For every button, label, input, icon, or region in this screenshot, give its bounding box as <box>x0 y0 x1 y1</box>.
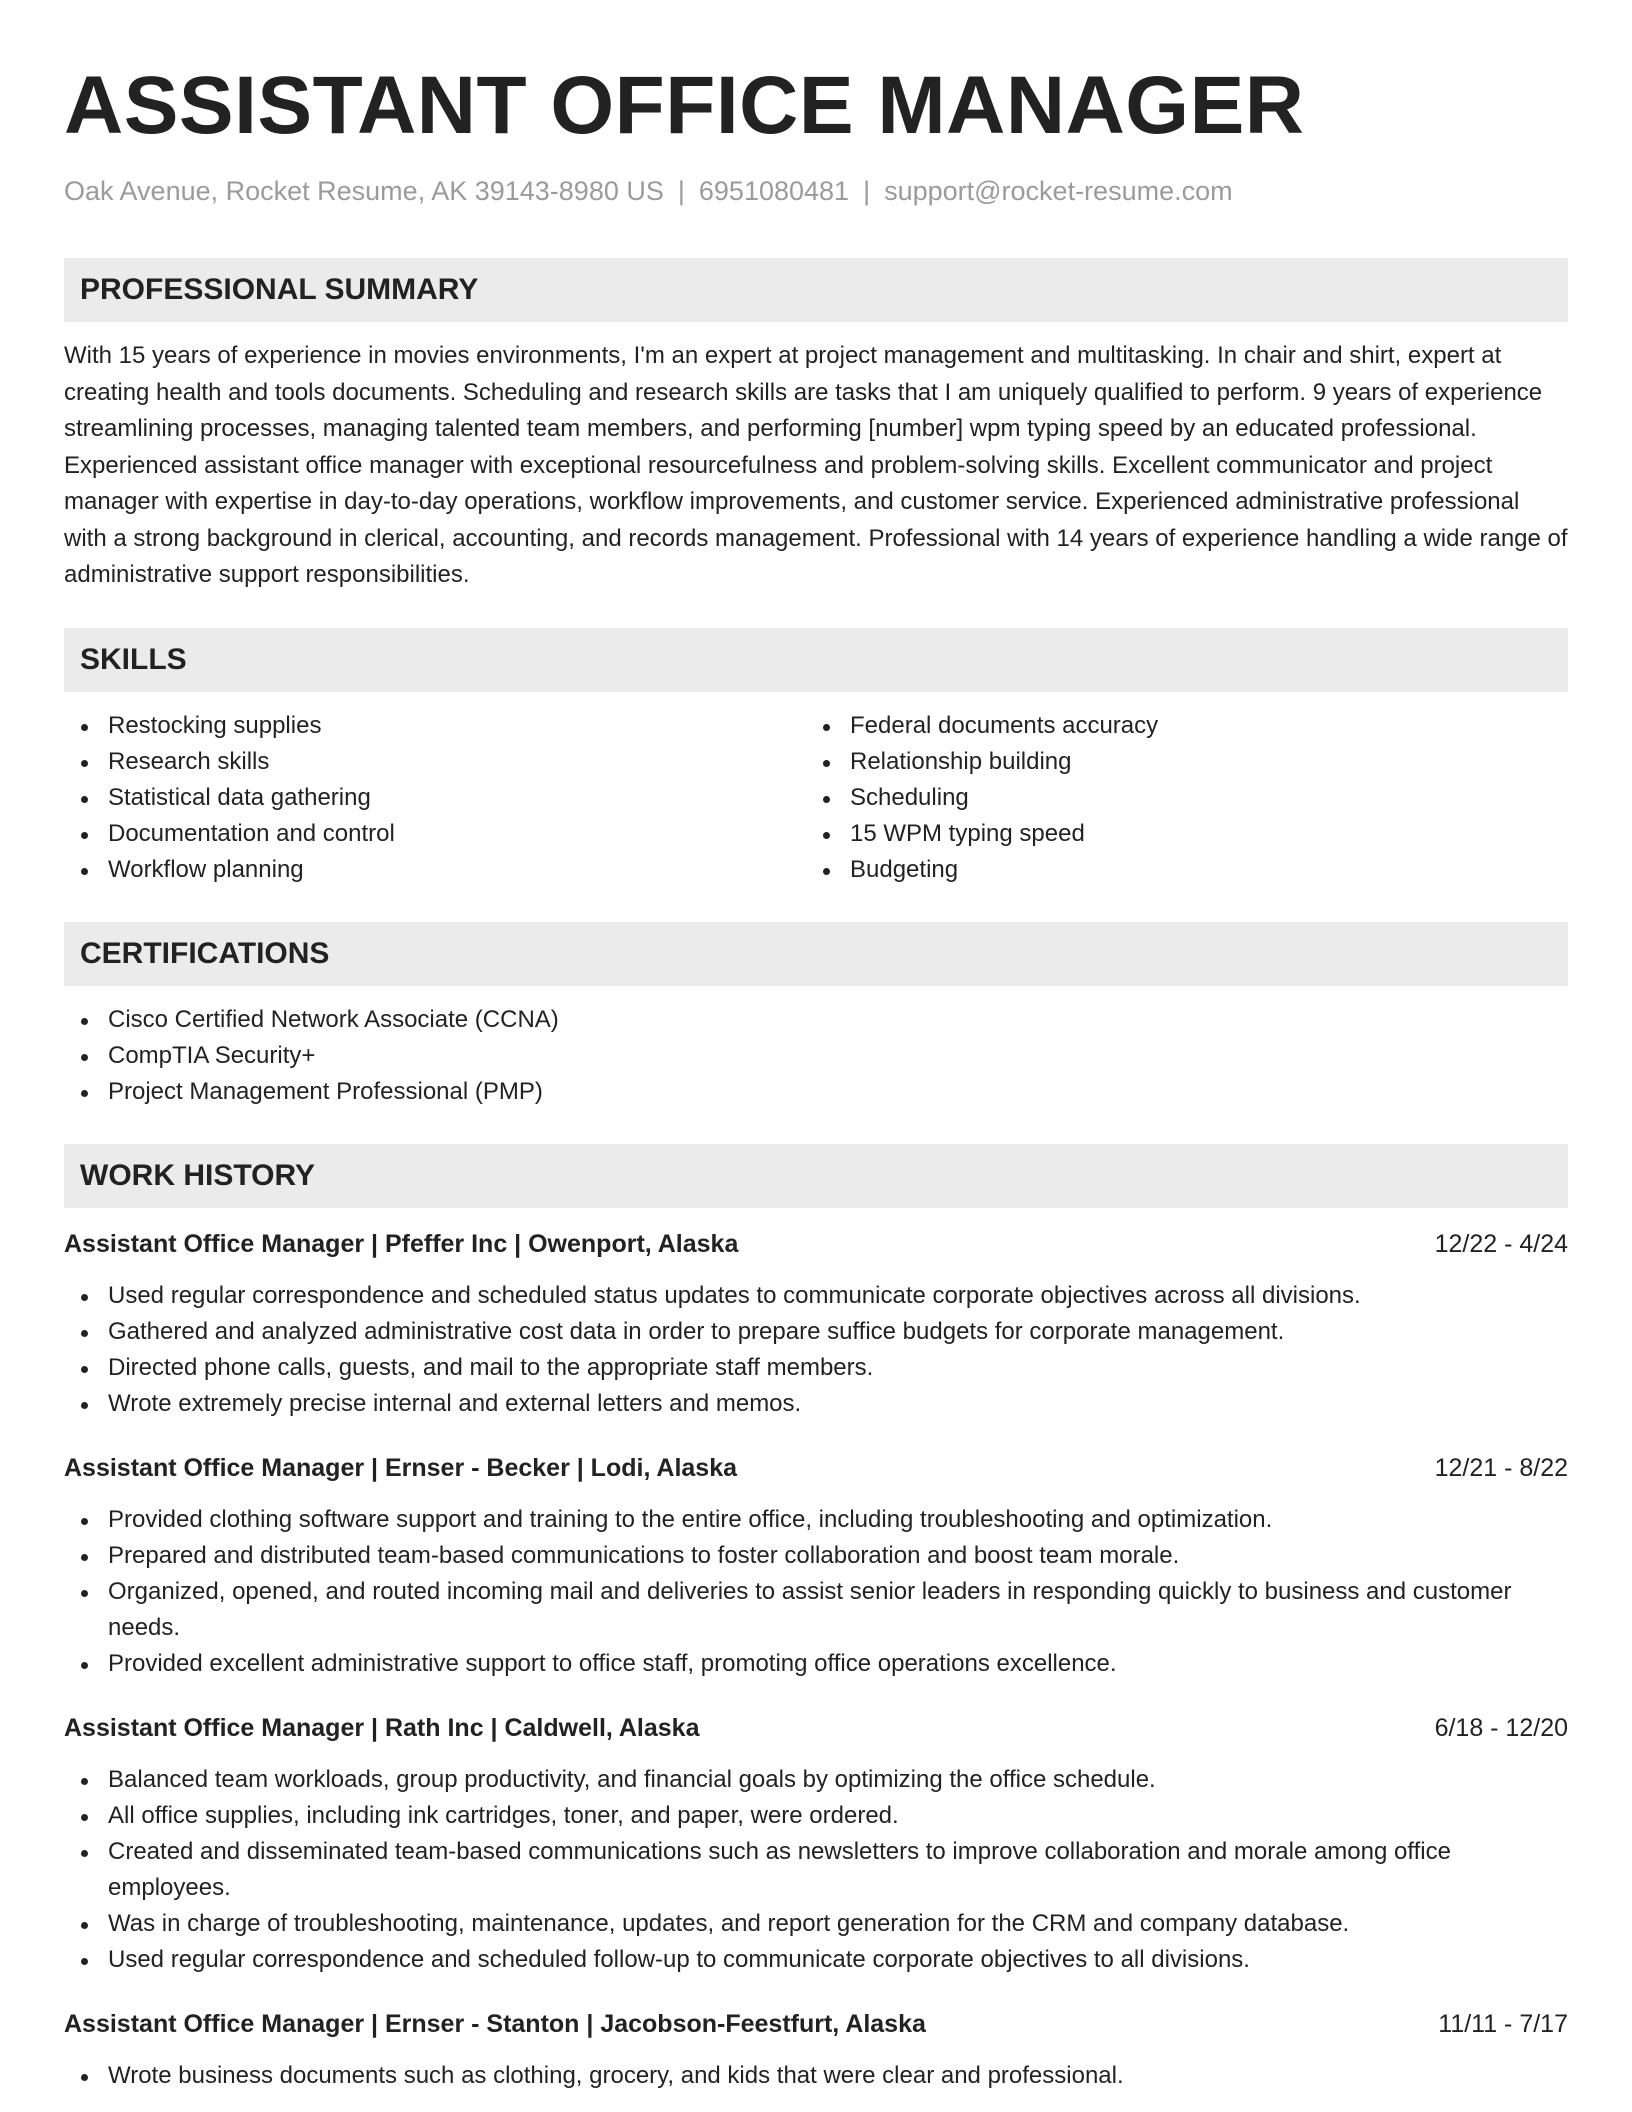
job-bullet: Gathered and analyzed administrative cost data in order to prepare suffice budgets for corporate management. <box>64 1314 1568 1350</box>
job-bullets <box>64 1278 1568 1422</box>
job-title-line: Assistant Office Manager | Rath Inc | Caldwell, Alaska <box>64 1713 700 1742</box>
job-entry <box>64 2006 1568 2094</box>
section-header-skills: SKILLS <box>64 628 1568 692</box>
section-header-certifications: CERTIFICATIONS <box>64 922 1568 986</box>
skill-item: Federal documents accuracy <box>806 708 1548 744</box>
skill-item: Documentation and control <box>64 816 806 852</box>
job-entry <box>64 1226 1568 1422</box>
job-bullet: Organized, opened, and routed incoming mail and deliveries to assist senior leaders in responding quickly to business and customer needs. <box>64 1574 1568 1646</box>
skill-item: Workflow planning <box>64 852 806 888</box>
certification-item: Project Management Professional (PMP) <box>64 1074 1568 1110</box>
job-bullets <box>64 1762 1568 1978</box>
certification-item: Cisco Certified Network Associate (CCNA) <box>64 1002 1568 1038</box>
resume-page <box>64 0 1568 2094</box>
job-header <box>64 1450 1568 1486</box>
job-bullet: Wrote business documents such as clothing, grocery, and kids that were clear and professional. <box>64 2058 1568 2094</box>
job-bullet: Used regular correspondence and scheduled follow-up to communicate corporate objectives to all divisions. <box>64 1942 1568 1978</box>
job-bullet: Used regular correspondence and scheduled status updates to communicate corporate objectives across all divisions. <box>64 1278 1568 1314</box>
summary-text: With 15 years of experience in movies environments, I'm an expert at project management and multitasking. In chair and shirt, expert at creating health and tools documents. Scheduling and research skills are tasks that I am uniquely qualified to perform. 9 years of experience streamlining processes, managing talented team members, and performing [number] wpm typing speed by an educated professional. Experienced assistant office manager with exceptional resourcefulness and problem-solving skills. Excellent communicator and project manager with expertise in day-to-day operations, workflow improvements, and customer service. Experienced administrative professional with a strong background in clerical, accounting, and records management. Professional with 14 years of experience handling a wide range of administrative support responsibilities. <box>64 342 1568 588</box>
contact-line <box>64 174 1568 208</box>
resume-name: ASSISTANT OFFICE MANAGER <box>64 60 1305 151</box>
job-bullet: Directed phone calls, guests, and mail to the appropriate staff members. <box>64 1350 1568 1386</box>
job-entry <box>64 1710 1568 1978</box>
job-bullet: Created and disseminated team-based communications such as newsletters to improve collaboration and morale among office employees. <box>64 1834 1568 1906</box>
contact-address: Oak Avenue, Rocket Resume, AK 39143-8980 US <box>64 176 664 206</box>
job-dates: 11/11 - 7/17 <box>1438 2009 1568 2038</box>
job-bullet: Wrote extremely precise internal and external letters and memos. <box>64 1386 1568 1422</box>
skill-item: Scheduling <box>806 780 1548 816</box>
job-bullets <box>64 2058 1568 2094</box>
certification-item: CompTIA Security+ <box>64 1038 1568 1074</box>
job-title-line: Assistant Office Manager | Ernser - Stanton | Jacobson-Feestfurt, Alaska <box>64 2009 926 2038</box>
job-dates: 12/22 - 4/24 <box>1434 1229 1568 1258</box>
job-title-line: Assistant Office Manager | Pfeffer Inc | Owenport, Alaska <box>64 1229 739 1258</box>
skill-item: Restocking supplies <box>64 708 806 744</box>
job-header <box>64 1710 1568 1746</box>
job-bullet: Balanced team workloads, group productivity, and financial goals by optimizing the office schedule. <box>64 1762 1568 1798</box>
job-entry <box>64 1450 1568 1682</box>
skills-column-left <box>64 708 806 888</box>
skills-column-right <box>806 708 1548 888</box>
job-title-line: Assistant Office Manager | Ernser - Becker | Lodi, Alaska <box>64 1453 738 1482</box>
skill-item: Budgeting <box>806 852 1548 888</box>
skill-item: Relationship building <box>806 744 1548 780</box>
job-bullet: Prepared and distributed team-based communications to foster collaboration and boost team morale. <box>64 1538 1568 1574</box>
job-dates: 6/18 - 12/20 <box>1434 1713 1568 1742</box>
contact-separator: | <box>677 176 685 206</box>
skill-item: Statistical data gathering <box>64 780 806 816</box>
job-bullet: Provided clothing software support and training to the entire office, including troubleshooting and optimization. <box>64 1502 1568 1538</box>
contact-separator: | <box>863 176 871 206</box>
job-bullet: Was in charge of troubleshooting, maintenance, updates, and report generation for the CRM and company database. <box>64 1906 1568 1942</box>
job-dates: 12/21 - 8/22 <box>1434 1453 1568 1482</box>
section-header-work-history: WORK HISTORY <box>64 1144 1568 1208</box>
job-bullet: Provided excellent administrative support to office staff, promoting office operations excellence. <box>64 1646 1568 1682</box>
certifications-list <box>64 1002 1568 1110</box>
skills-grid <box>64 708 1568 888</box>
job-bullets <box>64 1502 1568 1682</box>
skill-item: Research skills <box>64 744 806 780</box>
contact-email: support@rocket-resume.com <box>884 176 1233 206</box>
contact-phone: 6951080481 <box>698 176 850 206</box>
skill-item: 15 WPM typing speed <box>806 816 1548 852</box>
job-header <box>64 2006 1568 2042</box>
job-header <box>64 1226 1568 1262</box>
section-header-summary: PROFESSIONAL SUMMARY <box>64 258 1568 322</box>
job-bullet: All office supplies, including ink cartridges, toner, and paper, were ordered. <box>64 1798 1568 1834</box>
